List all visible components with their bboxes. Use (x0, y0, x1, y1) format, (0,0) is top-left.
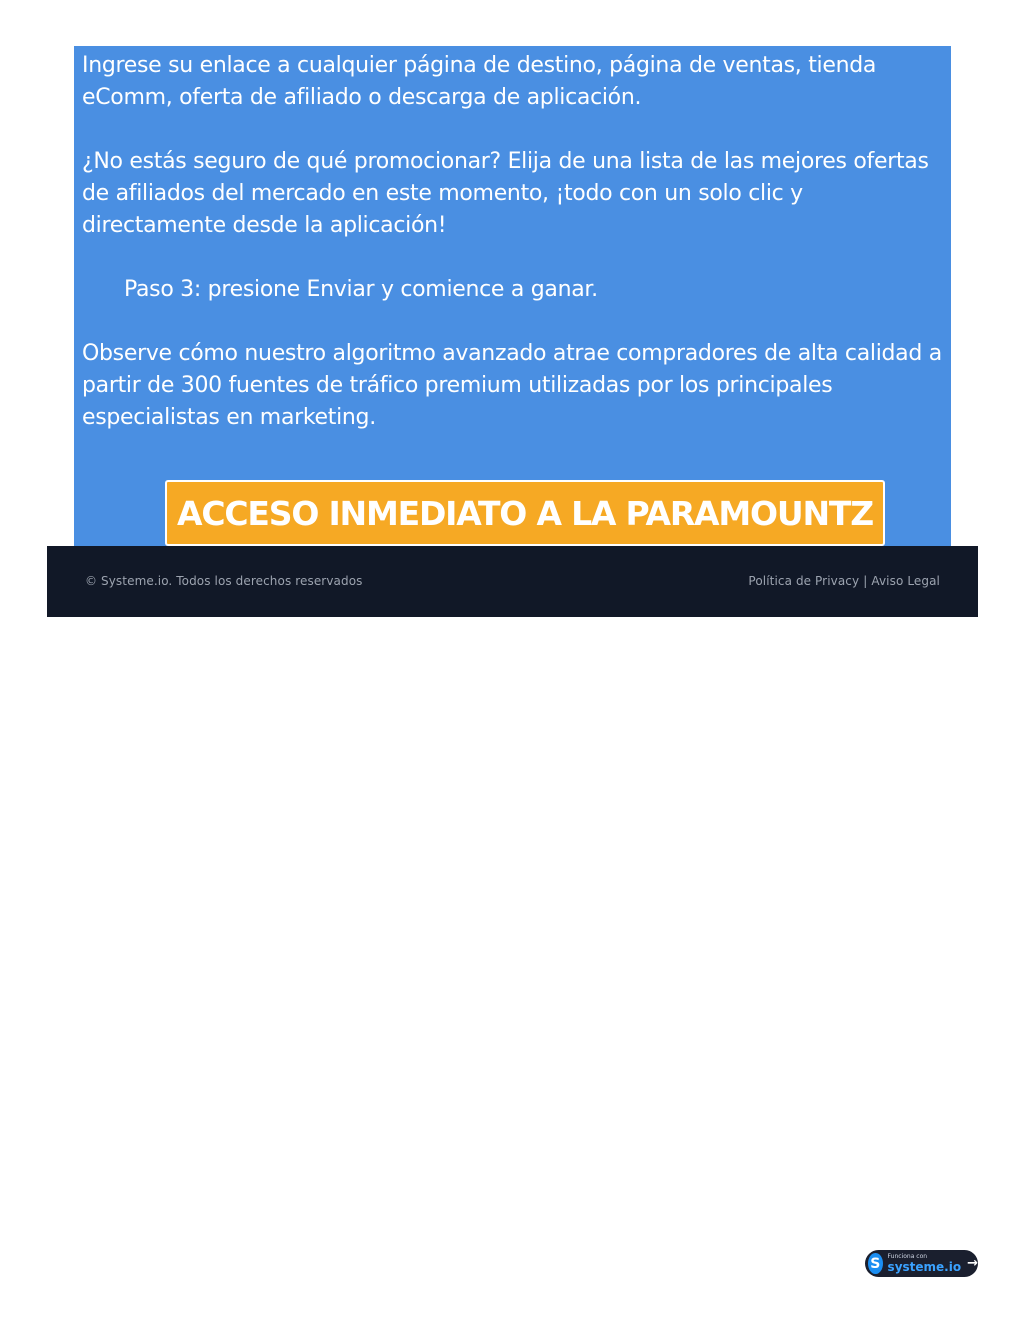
footer-separator: | (863, 574, 868, 588)
paragraph-algorithm: Observe cómo nuestro algoritmo avanzado atrae compradores de alta calidad a partir de 300 fuentes de tráfico premium utilizadas por los principales especialistas en marketing. (82, 341, 942, 430)
paragraph-offers: ¿No estás seguro de qué promocionar? Elija de una lista de las mejores ofertas de afiliados del mercado en este momento, ¡todo con un solo clic y directamente desde la aplicación! (82, 149, 929, 238)
powered-by-badge[interactable] (865, 1250, 978, 1277)
copyright-text: © Systeme.io. Todos los derechos reservados (85, 574, 363, 588)
footer (47, 546, 978, 617)
cta-button[interactable]: ACCESO INMEDIATO A LA PARAMOUNTZ (165, 480, 885, 546)
footer-links (748, 574, 940, 588)
badge-brand-text: systeme.io (887, 1260, 962, 1274)
badge-small-text: Funciona con (887, 1253, 928, 1260)
systeme-logo-icon: S (868, 1253, 883, 1274)
content-panel (74, 46, 951, 546)
paragraph-landing-link: Ingrese su enlace a cualquier página de destino, página de ventas, tienda eComm, oferta de afiliado o descarga de aplicación. (82, 53, 877, 110)
paragraph-step-3: Paso 3: presione Enviar y comience a ganar. (124, 277, 598, 302)
legal-link[interactable]: Aviso Legal (871, 574, 940, 588)
arrow-right-icon: → (967, 1256, 978, 1271)
privacy-link[interactable]: Política de Privacy (748, 574, 860, 588)
